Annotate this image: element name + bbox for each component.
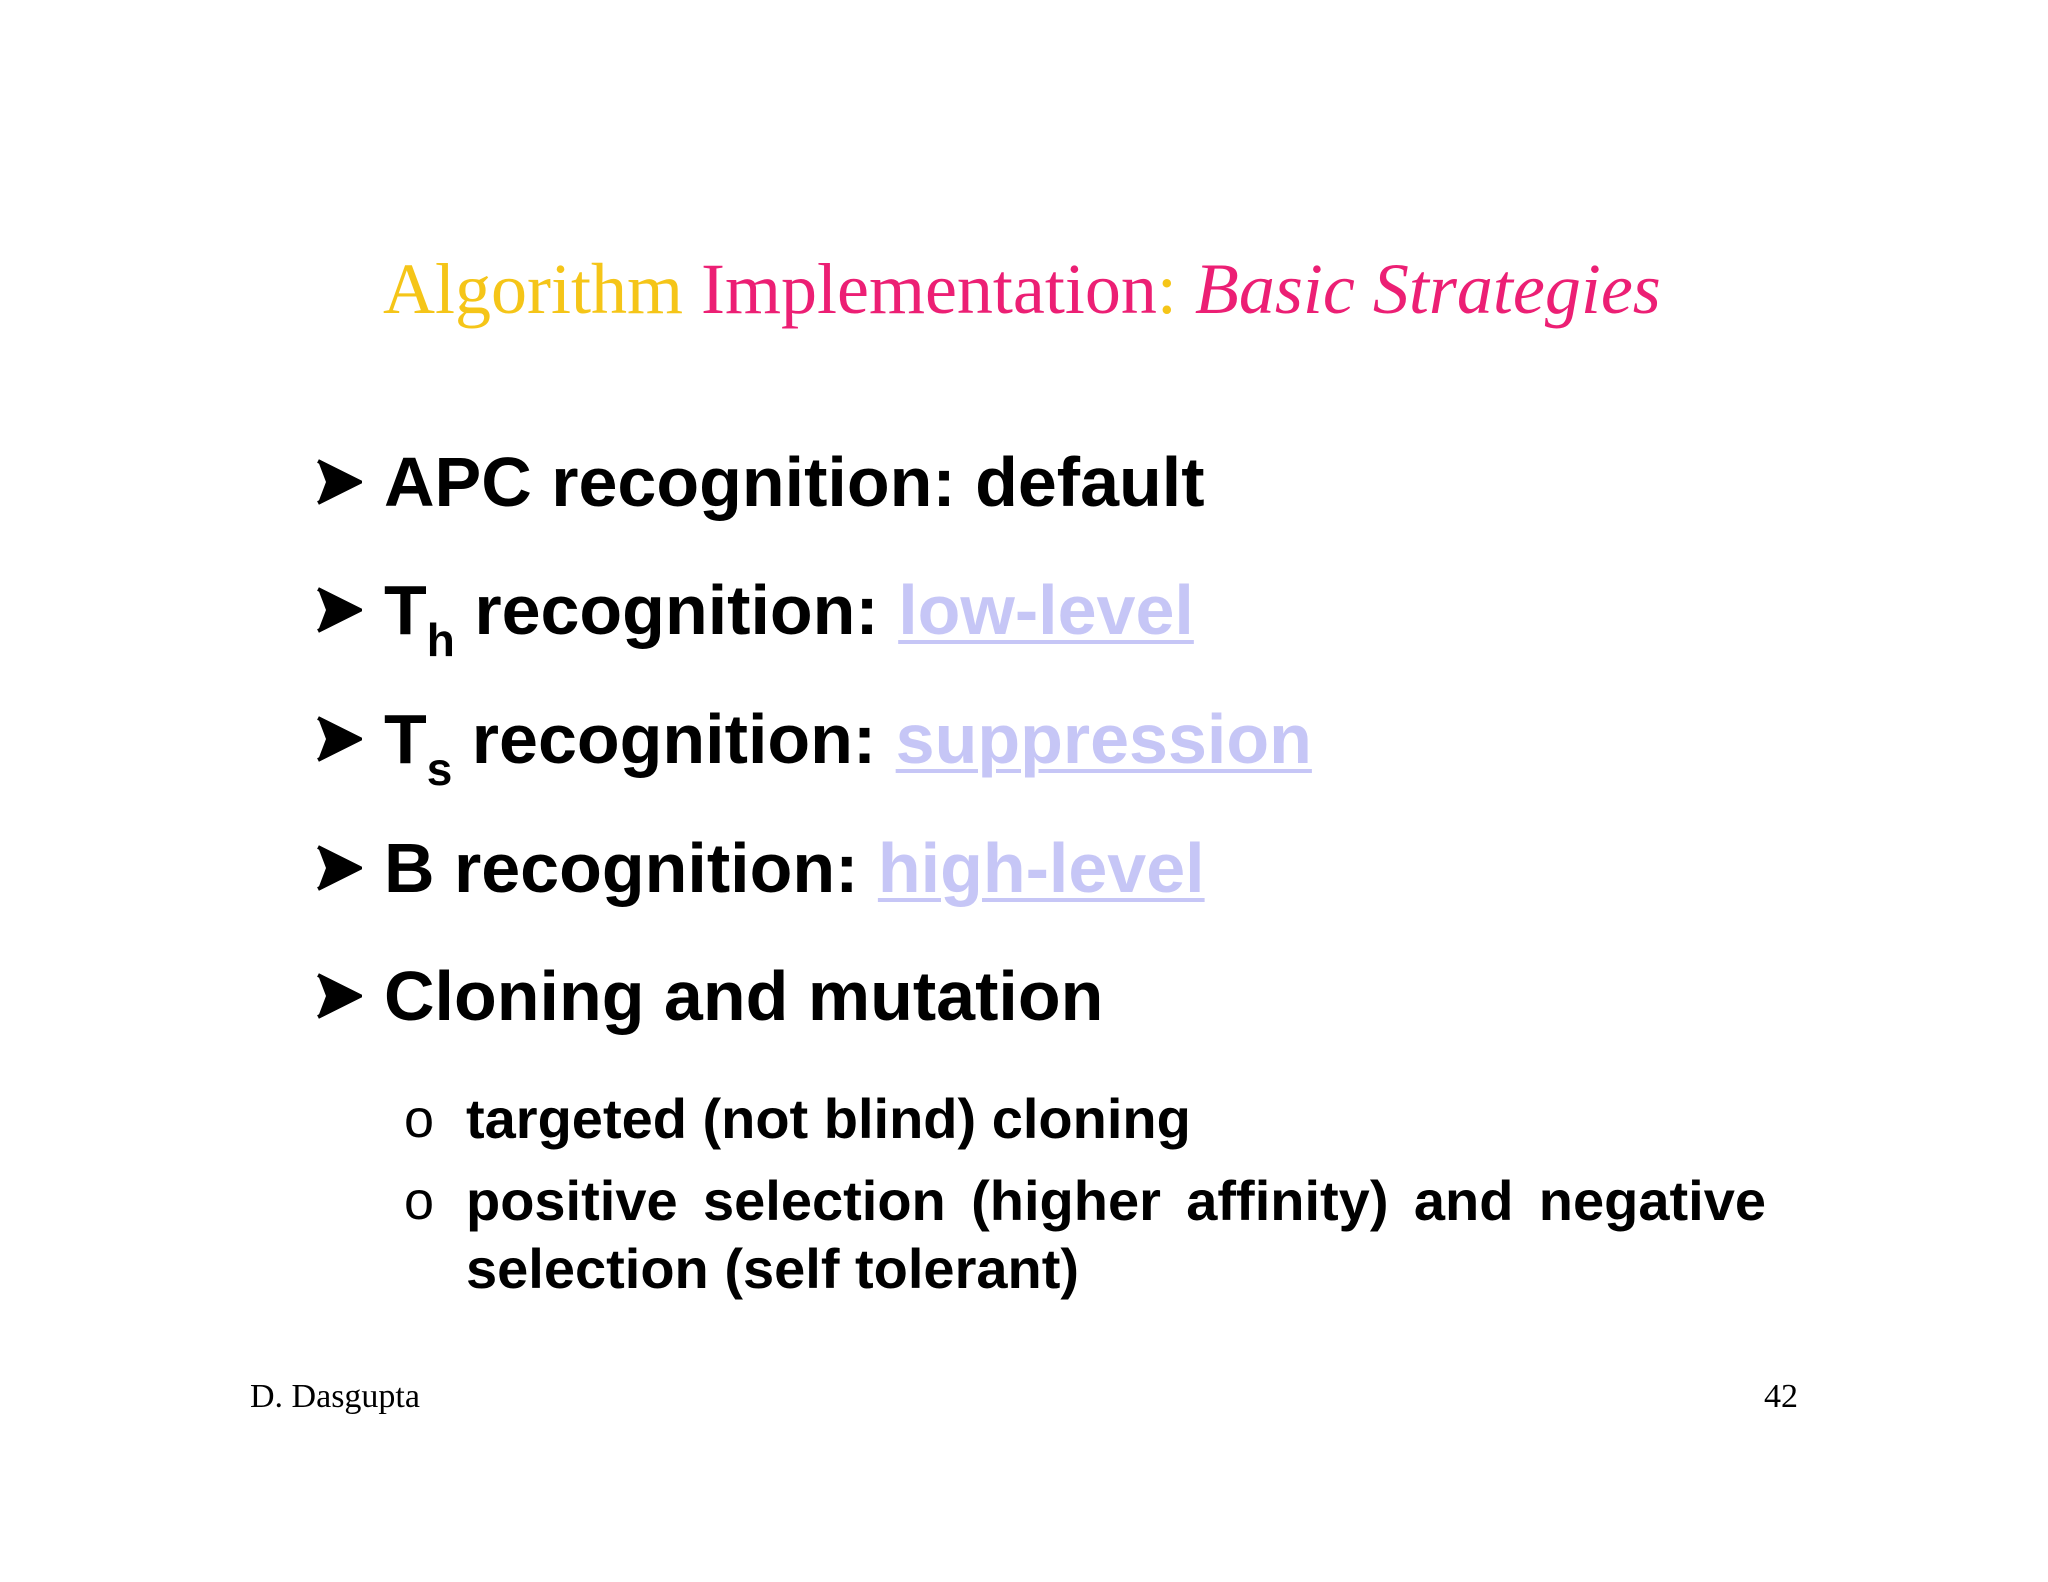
- bullet-subscript: h: [426, 614, 455, 666]
- bullet-text: B recognition:: [384, 829, 878, 907]
- bullet-b-recognition: [316, 823, 1205, 913]
- circle-bullet-icon: o: [404, 1089, 435, 1149]
- bullet-prefix: T: [384, 700, 427, 778]
- link-low-level[interactable]: low-level: [898, 571, 1194, 649]
- sub-bullet-targeted-cloning: [404, 1085, 1766, 1153]
- title-word-implementation: Implementation: [701, 249, 1157, 329]
- arrow-bullet-icon: [316, 437, 384, 505]
- arrow-bullet-icon: [316, 823, 384, 891]
- sub-bullet-list: [404, 1085, 1766, 1317]
- title-subtitle-basic-strategies: Basic Strategies: [1194, 249, 1661, 329]
- bullet-text: APC recognition: default: [384, 443, 1205, 521]
- slide-title: [383, 248, 1661, 330]
- bullet-apc-recognition: [316, 437, 1205, 527]
- link-suppression[interactable]: suppression: [895, 700, 1312, 778]
- sub-bullet-text: targeted (not blind) cloning: [466, 1087, 1191, 1150]
- title-colon: :: [1156, 249, 1177, 329]
- sub-bullet-text: positive selection (higher affinity) and negative selection (self tolerant): [466, 1169, 1766, 1300]
- bullet-subscript: s: [426, 743, 453, 795]
- title-word-algorithm: Algorithm: [383, 249, 683, 329]
- bullet-text: recognition:: [454, 571, 899, 649]
- bullet-th-recognition: [316, 565, 1194, 666]
- bullet-cloning-mutation: [316, 951, 1103, 1041]
- bullet-prefix: T: [384, 571, 427, 649]
- arrow-bullet-icon: [316, 565, 384, 633]
- footer-author: D. Dasgupta: [250, 1378, 420, 1415]
- bullet-text: Cloning and mutation: [384, 957, 1104, 1035]
- page-number: 42: [1764, 1378, 1798, 1415]
- bullet-text: recognition:: [452, 700, 896, 778]
- circle-bullet-icon: o: [404, 1171, 435, 1231]
- sub-bullet-selection: [404, 1167, 1766, 1303]
- arrow-bullet-icon: [316, 694, 384, 762]
- arrow-bullet-icon: [316, 951, 384, 1019]
- bullet-ts-recognition: [316, 694, 1312, 795]
- link-high-level[interactable]: high-level: [877, 829, 1205, 907]
